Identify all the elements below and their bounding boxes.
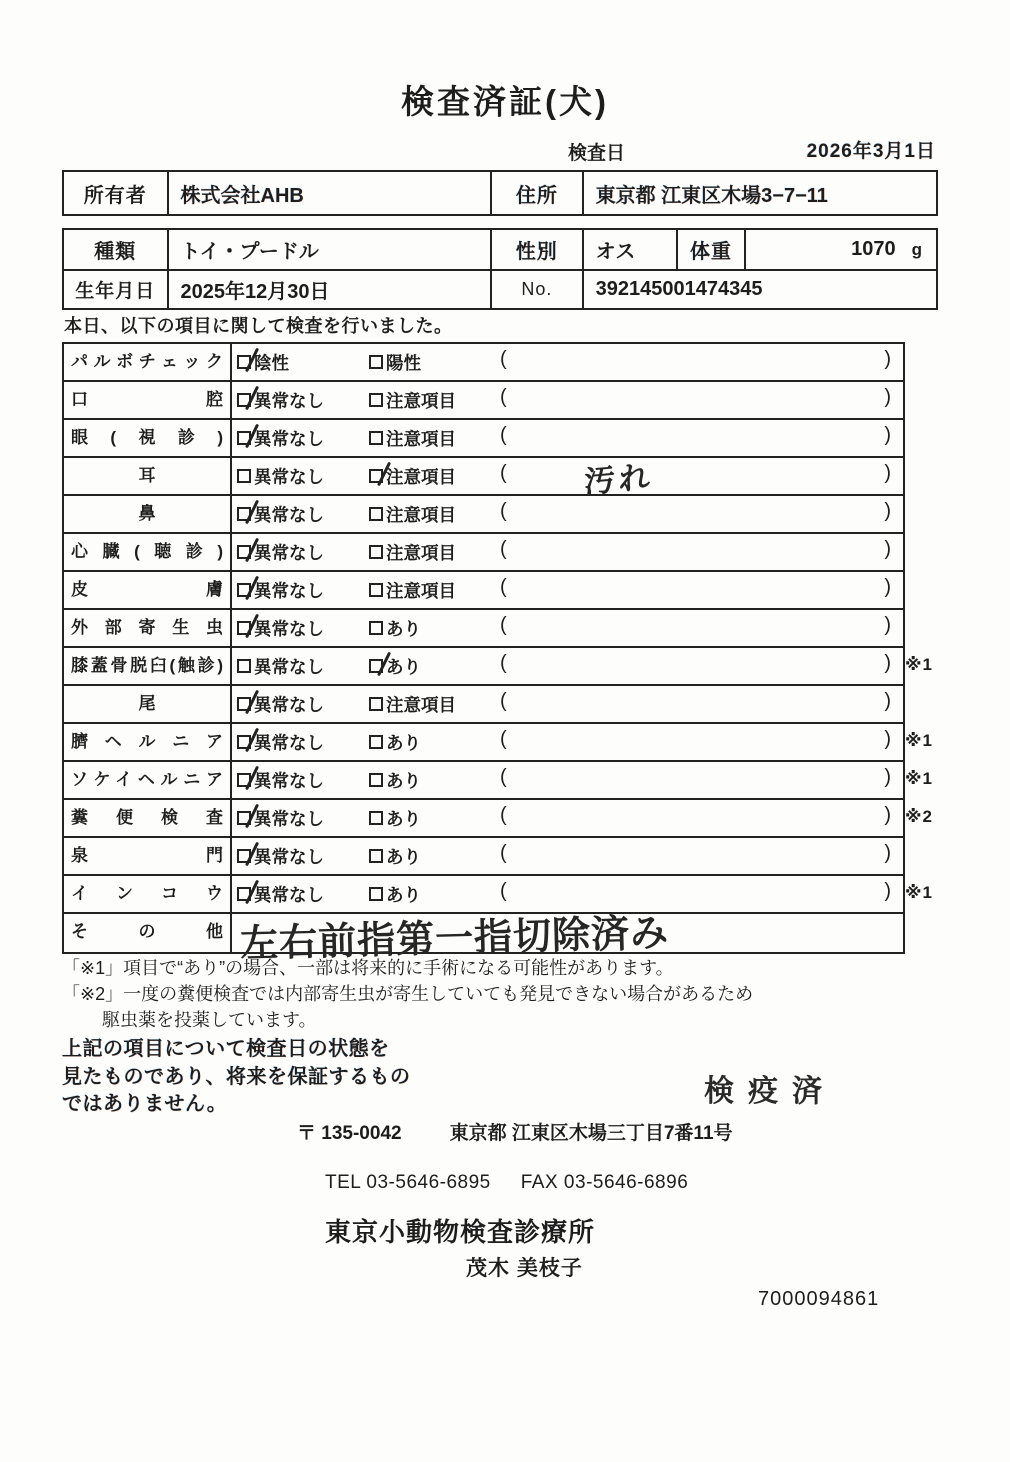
handwritten-note: 汚れ <box>583 458 655 502</box>
paren-open: ( <box>500 576 507 598</box>
inspection-date-label: 検査日 <box>568 143 626 164</box>
breed-label: 種類 <box>94 241 137 263</box>
checkbox-unchecked <box>369 697 383 711</box>
disclaimer-line: ではありません。 <box>62 1093 228 1115</box>
checkbox-checked <box>369 659 383 673</box>
checkbox-checked <box>237 507 251 521</box>
exam-row-label: 泉門 <box>64 838 232 874</box>
paren-open: ( <box>500 424 507 446</box>
birthdate-value: 2025年12月30日 <box>167 271 491 308</box>
exam-row-label: ソケイヘルニア <box>64 762 232 798</box>
paren-close: ) <box>884 462 891 484</box>
checkbox-label: 異常なし <box>254 770 324 791</box>
checkbox-label: あり <box>386 618 421 639</box>
checkbox-checked <box>237 393 251 407</box>
owner-value: 株式会社AHB <box>167 172 491 214</box>
checkbox-label: 異常なし <box>254 808 324 829</box>
paren-close: ) <box>884 766 891 788</box>
paren-open: ( <box>500 842 507 864</box>
exam-row-content <box>232 648 903 684</box>
exam-option <box>369 420 456 456</box>
checkbox-unchecked <box>369 507 383 521</box>
checkbox-unchecked <box>237 659 251 673</box>
exam-row-label: 心臓(聴診) <box>64 534 232 570</box>
exam-row <box>64 800 933 838</box>
disclaimer-line: 上記の項目について検査日の状態を <box>62 1038 390 1060</box>
tel-number: TEL 03-5646-6895 <box>325 1172 491 1193</box>
exam-option <box>237 496 324 532</box>
paren-open: ( <box>500 766 507 788</box>
checkbox-checked <box>237 735 251 749</box>
paren-open: ( <box>500 614 507 636</box>
exam-option <box>369 838 421 874</box>
paren-open: ( <box>500 690 507 712</box>
postal-code: 〒 135-0042 <box>297 1123 402 1144</box>
serial-number: 7000094861 <box>758 1288 880 1310</box>
checkbox-checked <box>237 887 251 901</box>
checkbox-label: 異常なし <box>254 390 324 411</box>
exam-row <box>64 762 933 800</box>
exam-option <box>369 572 456 608</box>
exam-row-label: 皮膚 <box>64 572 232 608</box>
footnotes <box>62 955 942 1033</box>
exam-option <box>369 496 456 532</box>
paren-close: ) <box>884 348 891 370</box>
examiner-name: 茂木 美枝子 <box>466 1257 583 1280</box>
exam-row-label: 鼻 <box>64 496 232 532</box>
exam-option <box>237 534 324 570</box>
checkbox-label: あり <box>386 808 421 829</box>
footnote-mark: ※2 <box>905 807 933 826</box>
postal-address: 東京都 江東区木場三丁目7番11号 <box>449 1123 733 1144</box>
checkbox-checked <box>237 621 251 635</box>
exam-row-content <box>232 838 903 874</box>
exam-row-label: 臍ヘルニア <box>64 724 232 760</box>
paren-open: ( <box>500 804 507 826</box>
checkbox-label: 異常なし <box>254 466 324 487</box>
checkbox-label: 陽性 <box>386 352 421 373</box>
paren-open: ( <box>500 462 507 484</box>
exam-row <box>64 910 903 966</box>
checkbox-unchecked <box>369 849 383 863</box>
checkbox-unchecked <box>369 621 383 635</box>
footnote-mark: ※1 <box>905 731 933 750</box>
footnote-line: 「※1」項目で“あり”の場合、一部は将来的に手術になる可能性があります。 <box>62 958 674 978</box>
checkbox-unchecked <box>369 583 383 597</box>
exam-row <box>64 496 903 534</box>
checkbox-unchecked <box>369 735 383 749</box>
exam-row-content <box>232 910 903 966</box>
address-value: 東京都 江東区木場3−7−11 <box>582 172 936 214</box>
paren-open: ( <box>500 728 507 750</box>
checkbox-label: 陰性 <box>254 352 289 373</box>
paren-close: ) <box>884 804 891 826</box>
paren-open: ( <box>500 652 507 674</box>
checkbox-label: 注意項目 <box>386 580 456 601</box>
checkbox-checked <box>237 431 251 445</box>
checkbox-checked <box>237 697 251 711</box>
postal-address-row <box>297 1118 733 1145</box>
exam-option <box>369 534 456 570</box>
checkbox-unchecked <box>369 773 383 787</box>
disclaimer-text <box>62 1036 492 1119</box>
paren-close: ) <box>884 538 891 560</box>
owner-label: 所有者 <box>83 184 147 207</box>
animal-info-table <box>62 228 938 310</box>
checkbox-label: あり <box>386 846 421 867</box>
exam-option <box>237 876 324 912</box>
breed-sex-weight-row <box>64 230 936 269</box>
checkbox-label: 異常なし <box>254 618 324 639</box>
exam-option <box>237 610 324 646</box>
checkbox-unchecked <box>237 469 251 483</box>
exam-row-content <box>232 496 903 532</box>
exam-option <box>237 458 324 494</box>
owner-row <box>64 172 936 214</box>
checkbox-label: 注意項目 <box>386 542 456 563</box>
exam-row-label: 尾 <box>64 686 232 722</box>
footnote-mark: ※1 <box>905 883 933 902</box>
paren-open: ( <box>500 386 507 408</box>
exam-option <box>369 458 456 494</box>
weight-value-cell <box>744 230 936 269</box>
address-label: 住所 <box>490 172 582 214</box>
checkbox-label: 注意項目 <box>386 694 456 715</box>
weight-value: 1070 <box>851 238 896 260</box>
exam-row-content <box>232 344 903 380</box>
checkbox-checked <box>237 355 251 369</box>
exam-row <box>64 382 903 420</box>
checkbox-unchecked <box>369 545 383 559</box>
intro-text: 本日、以下の項目に関して検査を行いました。 <box>64 316 453 336</box>
exam-option <box>369 876 421 912</box>
paren-open: ( <box>500 500 507 522</box>
exam-row-label: その他 <box>64 914 232 952</box>
checkbox-checked <box>237 545 251 559</box>
paren-close: ) <box>884 614 891 636</box>
weight-unit: g <box>911 239 922 259</box>
paren-open: ( <box>500 348 507 370</box>
exam-option <box>369 800 421 836</box>
sex-label: 性別 <box>490 230 582 269</box>
exam-row-label: 耳 <box>64 458 232 494</box>
exam-option <box>237 686 324 722</box>
checkbox-label: 異常なし <box>254 732 324 753</box>
exam-row <box>64 420 903 458</box>
owner-table <box>62 170 938 216</box>
checkbox-label: あり <box>386 732 421 753</box>
footnote-mark: ※1 <box>905 655 933 674</box>
inspection-date-value: 2026年3月1日 <box>806 141 936 162</box>
checkbox-label: あり <box>386 884 421 905</box>
exam-row <box>64 724 933 762</box>
clinic-name: 東京小動物検査診療所 <box>325 1217 596 1247</box>
checkbox-checked <box>237 849 251 863</box>
paren-close: ) <box>884 842 891 864</box>
checkbox-label: あり <box>386 656 421 677</box>
exam-row <box>64 838 903 876</box>
exam-row-content <box>232 610 903 646</box>
checkbox-unchecked <box>369 431 383 445</box>
sex-value: オス <box>582 230 677 269</box>
exam-option <box>237 800 324 836</box>
exam-row-label: 外部寄生虫 <box>64 610 232 646</box>
exam-row-label: 眼(視診) <box>64 420 232 456</box>
exam-option <box>369 724 421 760</box>
paren-close: ) <box>884 576 891 598</box>
exam-option <box>369 610 421 646</box>
exam-row-label: 口腔 <box>64 382 232 418</box>
checkbox-label: 注意項目 <box>386 428 456 449</box>
checkbox-label: 異常なし <box>254 656 324 677</box>
exam-option <box>369 382 456 418</box>
exam-row <box>64 610 903 648</box>
exam-option <box>369 686 456 722</box>
exam-row-label: 膝蓋骨脱臼(触診) <box>64 648 232 684</box>
checkbox-unchecked <box>369 393 383 407</box>
exam-option <box>237 382 324 418</box>
exam-row-content <box>232 724 903 760</box>
exam-option <box>237 572 324 608</box>
exam-row <box>64 572 903 610</box>
exam-option <box>237 838 324 874</box>
checkbox-checked <box>369 469 383 483</box>
checkbox-label: 異常なし <box>254 428 324 449</box>
birth-no-row <box>64 269 936 308</box>
exam-row <box>64 534 903 572</box>
exam-row-content <box>232 534 903 570</box>
checkbox-label: 異常なし <box>254 504 324 525</box>
no-label: No. <box>490 271 582 308</box>
exam-row <box>64 458 903 502</box>
checkbox-label: 異常なし <box>254 542 324 563</box>
document-title: 検査済証(犬) <box>401 83 609 120</box>
exam-row-content <box>232 572 903 608</box>
checkbox-unchecked <box>369 887 383 901</box>
breed-value: トイ・プードル <box>167 230 491 269</box>
exam-option <box>369 648 421 684</box>
exam-row <box>64 344 903 382</box>
exam-row-label: インコウ <box>64 876 232 912</box>
exam-row <box>64 686 903 724</box>
exam-option <box>369 344 421 380</box>
exam-row-content <box>232 686 903 722</box>
checkbox-label: 異常なし <box>254 694 324 715</box>
exam-row-content <box>232 382 903 418</box>
exam-option <box>237 420 324 456</box>
paren-close: ) <box>884 880 891 902</box>
exam-row-content <box>232 800 903 836</box>
paren-close: ) <box>884 690 891 712</box>
inspection-date-row <box>62 138 938 164</box>
paren-close: ) <box>884 728 891 750</box>
exam-option <box>237 724 324 760</box>
checkbox-checked <box>237 773 251 787</box>
disclaimer-line: 見たものであり、将来を保証するもの <box>62 1065 411 1088</box>
birthdate-label: 生年月日 <box>75 281 156 302</box>
checkbox-label: 異常なし <box>254 884 324 905</box>
checkbox-unchecked <box>369 811 383 825</box>
exam-option <box>369 762 421 798</box>
paren-open: ( <box>500 538 507 560</box>
fax-number: FAX 03-5646-6896 <box>520 1172 689 1193</box>
checkbox-label: 注意項目 <box>386 466 456 487</box>
exam-row-content <box>232 762 903 798</box>
exam-table <box>62 342 933 966</box>
no-value: 392145001474345 <box>582 271 936 308</box>
footnote-mark: ※1 <box>905 769 933 788</box>
checkbox-label: 注意項目 <box>386 390 456 411</box>
exam-row <box>64 648 933 686</box>
exam-option <box>237 762 324 798</box>
checkbox-checked <box>237 811 251 825</box>
checkbox-label: あり <box>386 770 421 791</box>
paren-close: ) <box>884 386 891 408</box>
checkbox-label: 異常なし <box>254 580 324 601</box>
tel-fax-row <box>325 1172 688 1194</box>
weight-label: 体重 <box>676 230 744 269</box>
checkbox-label: 異常なし <box>254 846 324 867</box>
exam-option <box>237 344 289 380</box>
quarantine-stamp-text: 検疫済 <box>704 1075 836 1108</box>
checkbox-checked <box>237 583 251 597</box>
paren-open: ( <box>500 880 507 902</box>
handwritten-note: 左右前指第一指切除済み <box>239 910 670 966</box>
paren-close: ) <box>884 652 891 674</box>
footnote-line: 駆虫薬を投薬しています。 <box>102 1010 317 1030</box>
exam-row-content <box>232 420 903 456</box>
exam-row-label: パルボチェック <box>64 344 232 380</box>
exam-row-content <box>232 458 903 502</box>
checkbox-label: 注意項目 <box>386 504 456 525</box>
paren-close: ) <box>884 424 891 446</box>
paren-close: ) <box>884 500 891 522</box>
exam-option <box>237 648 324 684</box>
footnote-line: 「※2」一度の糞便検査では内部寄生虫が寄生していても発見できない場合があるため <box>62 984 754 1004</box>
exam-row-label: 糞便検査 <box>64 800 232 836</box>
checkbox-unchecked <box>369 355 383 369</box>
